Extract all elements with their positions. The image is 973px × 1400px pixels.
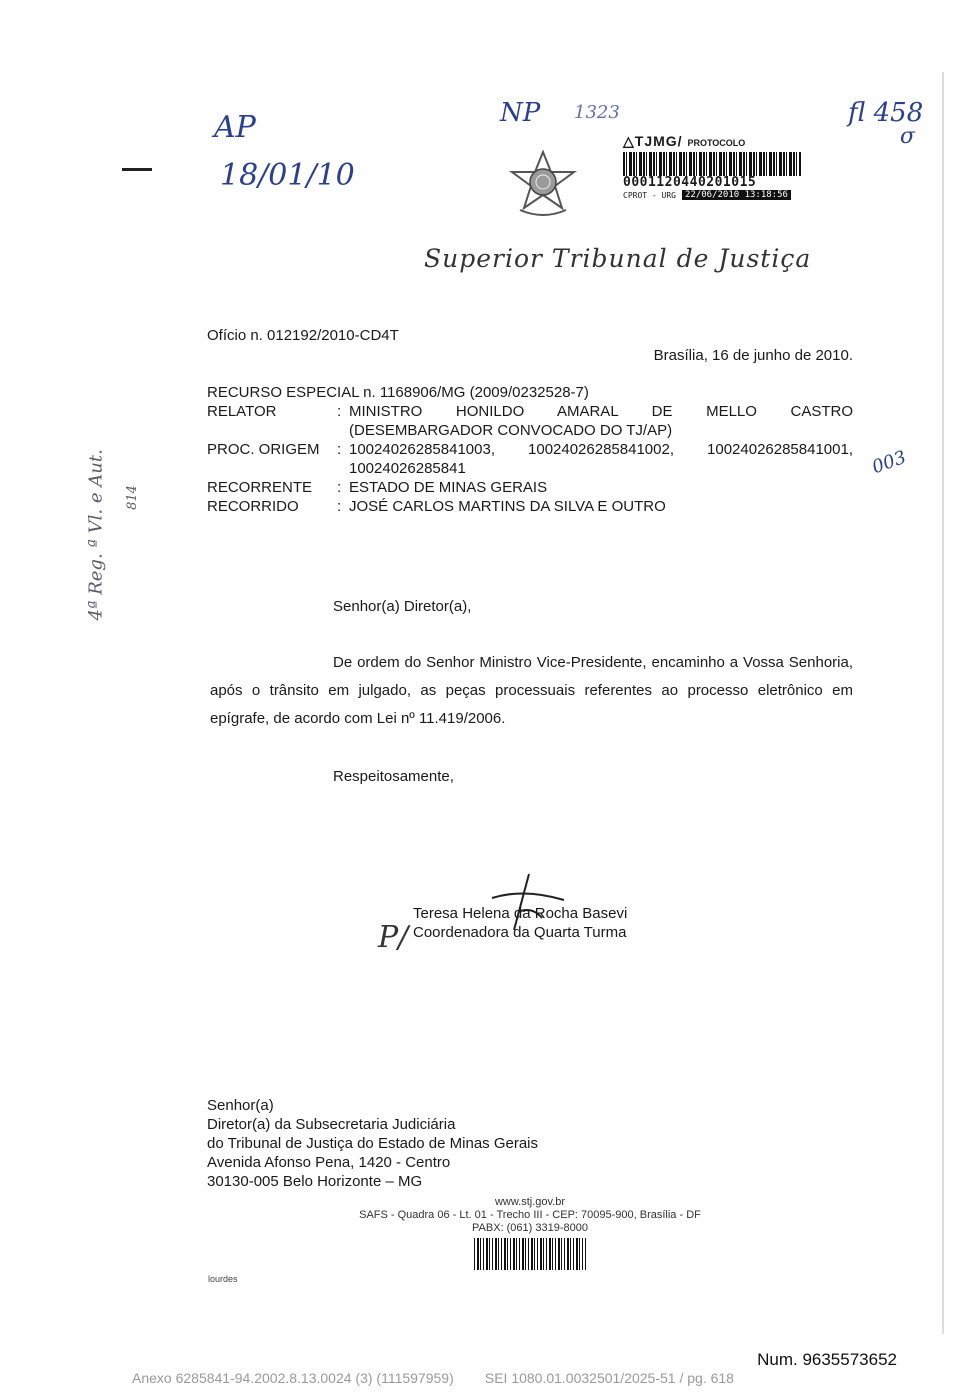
scan-speck — [122, 168, 152, 171]
addressee-line: 30130-005 Belo Horizonte – MG — [207, 1173, 423, 1190]
footer-barcode — [474, 1238, 586, 1270]
stamp-org: TJMG/ — [634, 133, 683, 149]
field-colon: : — [337, 403, 342, 420]
handwritten-mark: σ — [900, 124, 916, 149]
letter-body-text: De ordem do Senhor Ministro Vice-Presidente, encaminho a Vossa Senhoria, após o trânsito em julgado, as peças processuais referentes ao processo eletrônico em epígrafe, de acordo com Lei nº 11.419/2006. — [210, 654, 853, 727]
contact-footer — [330, 1196, 730, 1235]
contact-phone: PABX: (061) 3319-8000 — [472, 1222, 588, 1234]
place-date: Brasília, 16 de junho de 2010. — [653, 347, 853, 364]
court-name: Superior Tribunal de Justiça — [424, 244, 812, 273]
salutation: Senhor(a) Diretor(a), — [333, 598, 472, 615]
addressee-line: Diretor(a) da Subsecretaria Judiciária — [207, 1116, 456, 1133]
handwritten-ap: AP — [214, 110, 256, 145]
closing: Respeitosamente, — [333, 768, 454, 785]
contact-address: SAFS - Quadra 06 - Lt. 01 - Trecho III - CEP: 70095-900, Brasília - DF — [359, 1209, 701, 1221]
field-colon: : — [337, 441, 342, 458]
brasil-coat-of-arms-icon — [508, 150, 578, 220]
handwritten-initial: P/ — [378, 920, 409, 955]
typist-initials: lourdes — [208, 1274, 238, 1284]
letter-body — [210, 649, 853, 733]
signer-name: Teresa Helena da Rocha Basevi — [413, 905, 628, 922]
triangle-icon: △ — [623, 133, 635, 149]
field-label: RECORRIDO — [207, 498, 299, 515]
stamp-datetime: 22/06/2010 13:18:56 — [682, 190, 791, 200]
field-label: PROC. ORIGEM — [207, 441, 320, 458]
case-number: RECURSO ESPECIAL n. 1168906/MG (2009/0232528-7) — [207, 384, 589, 401]
handwritten-date: 18/01/10 — [220, 158, 355, 193]
field-recorrente — [207, 478, 853, 497]
addressee-block — [207, 1096, 538, 1191]
signer-title: Coordenadora da Quarta Turma — [413, 924, 627, 941]
handwritten-left-small: 814 — [124, 485, 140, 510]
field-recorrido — [207, 497, 853, 516]
handwritten-margin-note: 003 — [869, 446, 909, 479]
stamp-label: PROTOCOLO — [687, 138, 746, 148]
contact-site: www.stj.gov.br — [494, 1196, 566, 1208]
handwritten-number: 1323 — [574, 102, 620, 123]
field-label: RELATOR — [207, 403, 277, 420]
field-relator — [207, 402, 853, 440]
addressee-line: Senhor(a) — [207, 1097, 274, 1114]
field-colon: : — [337, 498, 342, 515]
stamp-footer — [623, 190, 801, 200]
oficio-number: Ofício n. 012192/2010-CD4T — [207, 327, 399, 344]
field-colon: : — [337, 479, 342, 496]
handwritten-left-margin: 4ª Reg. ª Vl. e Aut. — [85, 449, 107, 621]
field-label: RECORRENTE — [207, 479, 313, 496]
field-proc-origem — [207, 440, 853, 478]
addressee-line: Avenida Afonso Pena, 1420 - Centro — [207, 1154, 451, 1171]
handwritten-np: NP — [500, 98, 541, 128]
field-value: JOSÉ CARLOS MARTINS DA SILVA E OUTRO — [349, 498, 666, 515]
field-value: 10024026285841003, 10024026285841002, 10024026285841001, 10024026285841 — [349, 441, 853, 477]
stamp-sub: CPROT - URG — [623, 190, 676, 200]
stamp-number: 0001120440201015 — [623, 175, 757, 190]
stamp-barcode — [623, 152, 801, 176]
addressee-line: do Tribunal de Justiça do Estado de Minas Gerais — [207, 1135, 539, 1152]
field-value: ESTADO DE MINAS GERAIS — [349, 479, 548, 496]
field-value: MINISTRO HONILDO AMARAL DE MELLO CASTRO (DESEMBARGADOR CONVOCADO DO TJ/AP) — [349, 403, 853, 439]
stamp-title — [623, 133, 801, 150]
document-number: Num. 9635573652 — [757, 1350, 897, 1369]
protocol-stamp — [623, 133, 801, 213]
annex-line: Anexo 6285841-94.2002.8.13.0024 (3) (111597959) SEI 1080.01.0032501/2025-51 / pg. 618 — [132, 1370, 734, 1386]
handwritten-folio: fl 458 — [848, 98, 924, 128]
